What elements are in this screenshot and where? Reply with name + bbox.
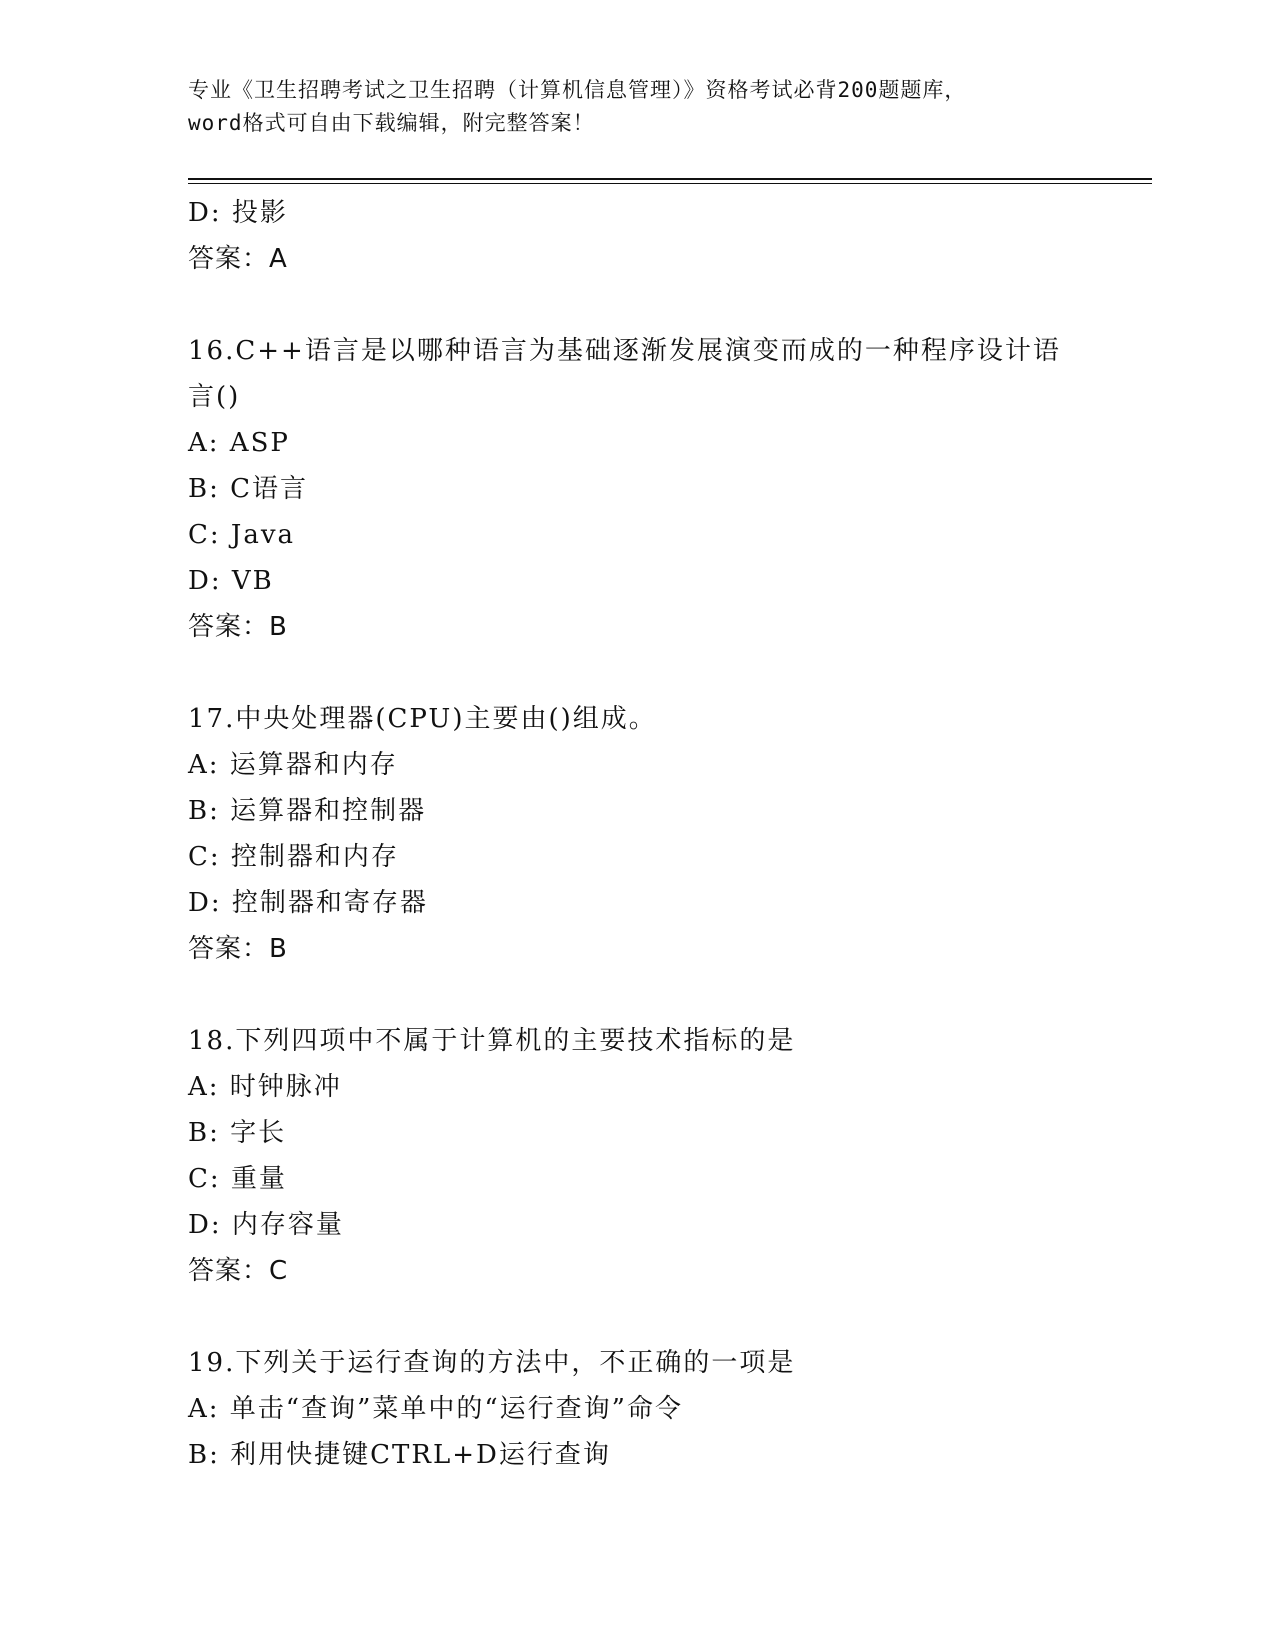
option-a: A: 运算器和内存 [188, 750, 398, 780]
question-17 [188, 696, 1088, 972]
answer: 答案：B [188, 934, 288, 964]
question-stem: 17.中央处理器(CPU)主要由()组成。 [188, 704, 657, 734]
option-b: B: 字长 [188, 1118, 287, 1148]
question-16 [188, 328, 1088, 650]
option-c: C: 控制器和内存 [188, 842, 399, 872]
option-d: D: VB [188, 566, 274, 596]
option-a: A: 单击“查询”菜单中的“运行查询”命令 [188, 1394, 683, 1424]
option-d: D: 投影 [188, 198, 288, 228]
question-stem-cont: 言() [188, 382, 241, 412]
question-stem: 16.C++语言是以哪种语言为基础逐渐发展演变而成的一种程序设计语 [188, 336, 1061, 366]
answer: 答案：C [188, 1256, 289, 1286]
answer: 答案：B [188, 612, 288, 642]
question-list [188, 190, 1088, 1478]
header-rule-thin [188, 183, 1152, 184]
option-b: B: 利用快捷键CTRL+D运行查询 [188, 1440, 611, 1470]
option-c: C: 重量 [188, 1164, 287, 1194]
option-b: B: 运算器和控制器 [188, 796, 427, 826]
header-line-2: word格式可自由下载编辑，附完整答案！ [188, 111, 595, 135]
document-header [188, 74, 1088, 140]
option-d: D: 控制器和寄存器 [188, 888, 428, 918]
question-stem: 19.下列关于运行查询的方法中，不正确的一项是 [188, 1348, 796, 1378]
option-b: B: C语言 [188, 474, 309, 504]
option-c: C: Java [188, 520, 296, 550]
option-a: A: 时钟脉冲 [188, 1072, 342, 1102]
header-line-1: 专业《卫生招聘考试之卫生招聘（计算机信息管理）》资格考试必背200题题库， [188, 78, 967, 102]
question-stem: 18.下列四项中不属于计算机的主要技术指标的是 [188, 1026, 796, 1056]
option-a: A: ASP [188, 428, 290, 458]
answer: 答案：A [188, 244, 288, 274]
header-rule [188, 178, 1152, 180]
option-d: D: 内存容量 [188, 1210, 344, 1240]
question-18 [188, 1018, 1088, 1294]
question-19 [188, 1340, 1088, 1478]
